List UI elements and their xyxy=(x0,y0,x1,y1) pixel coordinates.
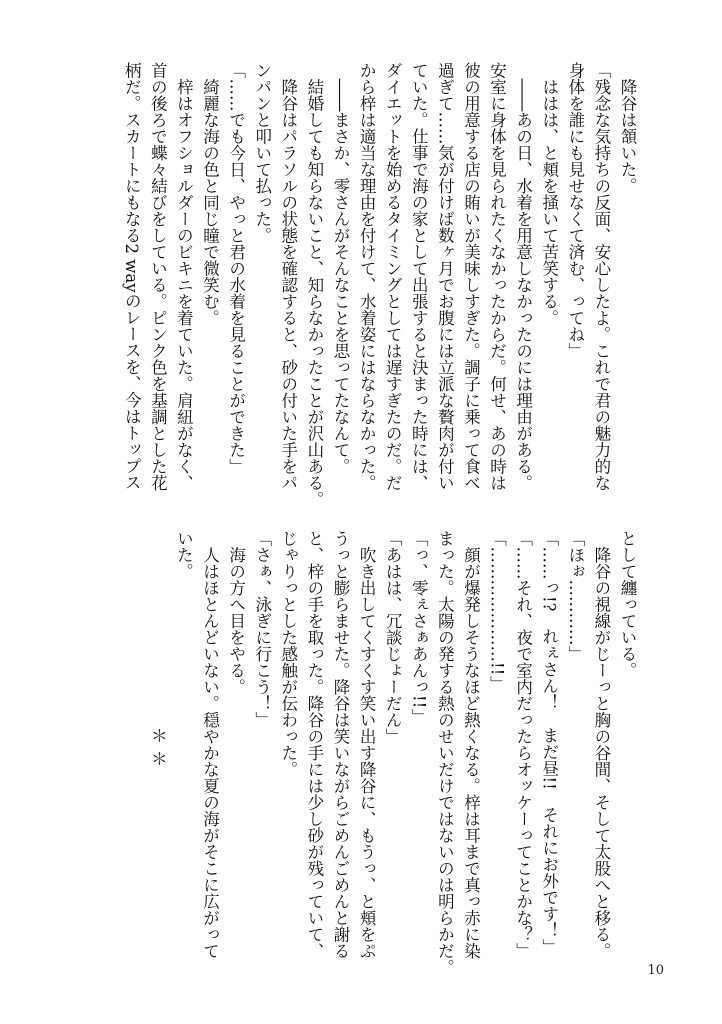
page-number: 10 xyxy=(647,963,664,978)
text-line: 彼の用意する店の賄いが美味しすぎた。調子に乗って食べ xyxy=(461,62,481,491)
text-line: 安室に身体を見られたくなかったからだ。何せ、あの時は xyxy=(487,62,507,491)
text-line: ははは、と頬を掻いて苦笑する。 xyxy=(539,62,559,326)
scene-break-marker: ＊＊ xyxy=(148,726,168,774)
text-line: 「さぁ、泳ぎに行こう！」 xyxy=(252,530,272,728)
text-line: 降谷の視線がじーっと胸の谷間、そして太股へと移る。 xyxy=(591,530,611,959)
text-line: ていた。仕事で海の家として出張すると決まった時には、 xyxy=(409,62,429,491)
text-line: 過ぎて……気が付けば数ヶ月でお腹には立派な贅肉が付い xyxy=(435,62,455,491)
text-line: 「あはは、冗談じょーだん」 xyxy=(383,530,403,745)
text-line: 首の後ろで蝶々結びをしている。ピンク色を基調とした花 xyxy=(148,62,168,491)
upper-text-block xyxy=(118,62,640,512)
text-line: うっと膨らませた。降谷は笑いながらごめんごめんと謝る xyxy=(330,530,350,959)
text-line: ――まさか、零さんがそんなことを思ってたなんて。 xyxy=(330,62,350,475)
text-line: 「っ、零ぇさぁあんっ!!」 xyxy=(409,530,429,725)
text-line: 結婚しても知らないこと、知らなかったことが沢山ある。 xyxy=(304,62,324,508)
text-line: 「…………………!!」 xyxy=(487,530,507,692)
lower-text-block xyxy=(144,530,640,976)
text-line: 綺麗な海の色と同じ瞳で微笑む。 xyxy=(200,62,220,326)
text-line: 海の方へ目をやる。 xyxy=(226,530,246,695)
text-line: じゃりっとした感触が伝わった。 xyxy=(278,530,298,778)
text-line: 顔が爆発しそうなほど熱くなる。梓は耳まで真っ赤に染 xyxy=(461,530,481,959)
text-line: 「残念な気持ちの反面、安心したよ。これで君の魅力的な xyxy=(591,62,611,491)
text-line: まった。太陽の発する熱のせいだけではないのは明らかだ。 xyxy=(435,530,455,976)
text-line: ンパンと叩いて払った。 xyxy=(252,62,272,244)
text-line: 吹き出してくすくす笑い出す降谷に、もうっ、と頬をぷ xyxy=(357,530,377,959)
text-line: 「……でも今日、やっと君の水着を見ることができた」 xyxy=(226,62,246,475)
text-line: 降谷は頷いた。 xyxy=(618,62,637,194)
text-line: から梓は適当な理由を付けて、水着姿にはならなかった。 xyxy=(357,62,377,491)
text-line: ダイエットを始めるタイミングとしては遅すぎたのだ。だ xyxy=(383,62,403,491)
text-line: 「ほぉ…………」 xyxy=(565,530,585,662)
text-line: として纏っている。 xyxy=(618,530,637,679)
text-line: 柄だ。スカートにもなる2 wayのレースを、今はトップス xyxy=(122,62,142,491)
text-line: 「……っ!? れぇさん！ まだ昼!! それにお外です！」 xyxy=(539,530,559,955)
text-line: 梓はオフショルダーのビキニを着ていた。肩紐がなく、 xyxy=(174,62,194,491)
text-line: 降谷はパラソルの状態を確認すると、砂の付いた手をパ xyxy=(278,62,298,491)
text-line: 人はほとんどいない。穏やかな夏の海がそこに広がって xyxy=(200,530,220,959)
text-line: と、梓の手を取った。降谷の手には少し砂が残っていて、 xyxy=(304,530,324,959)
text-line: ――あの日、水着を用意しなかったのには理由がある。 xyxy=(513,62,533,491)
text-line: 身体を誰にも見せなくて済む、ってね」 xyxy=(565,62,585,359)
text-line: いた。 xyxy=(174,530,194,580)
text-line: 「……それ、夜で室内だったらオッケーってことかな？」 xyxy=(513,530,533,959)
